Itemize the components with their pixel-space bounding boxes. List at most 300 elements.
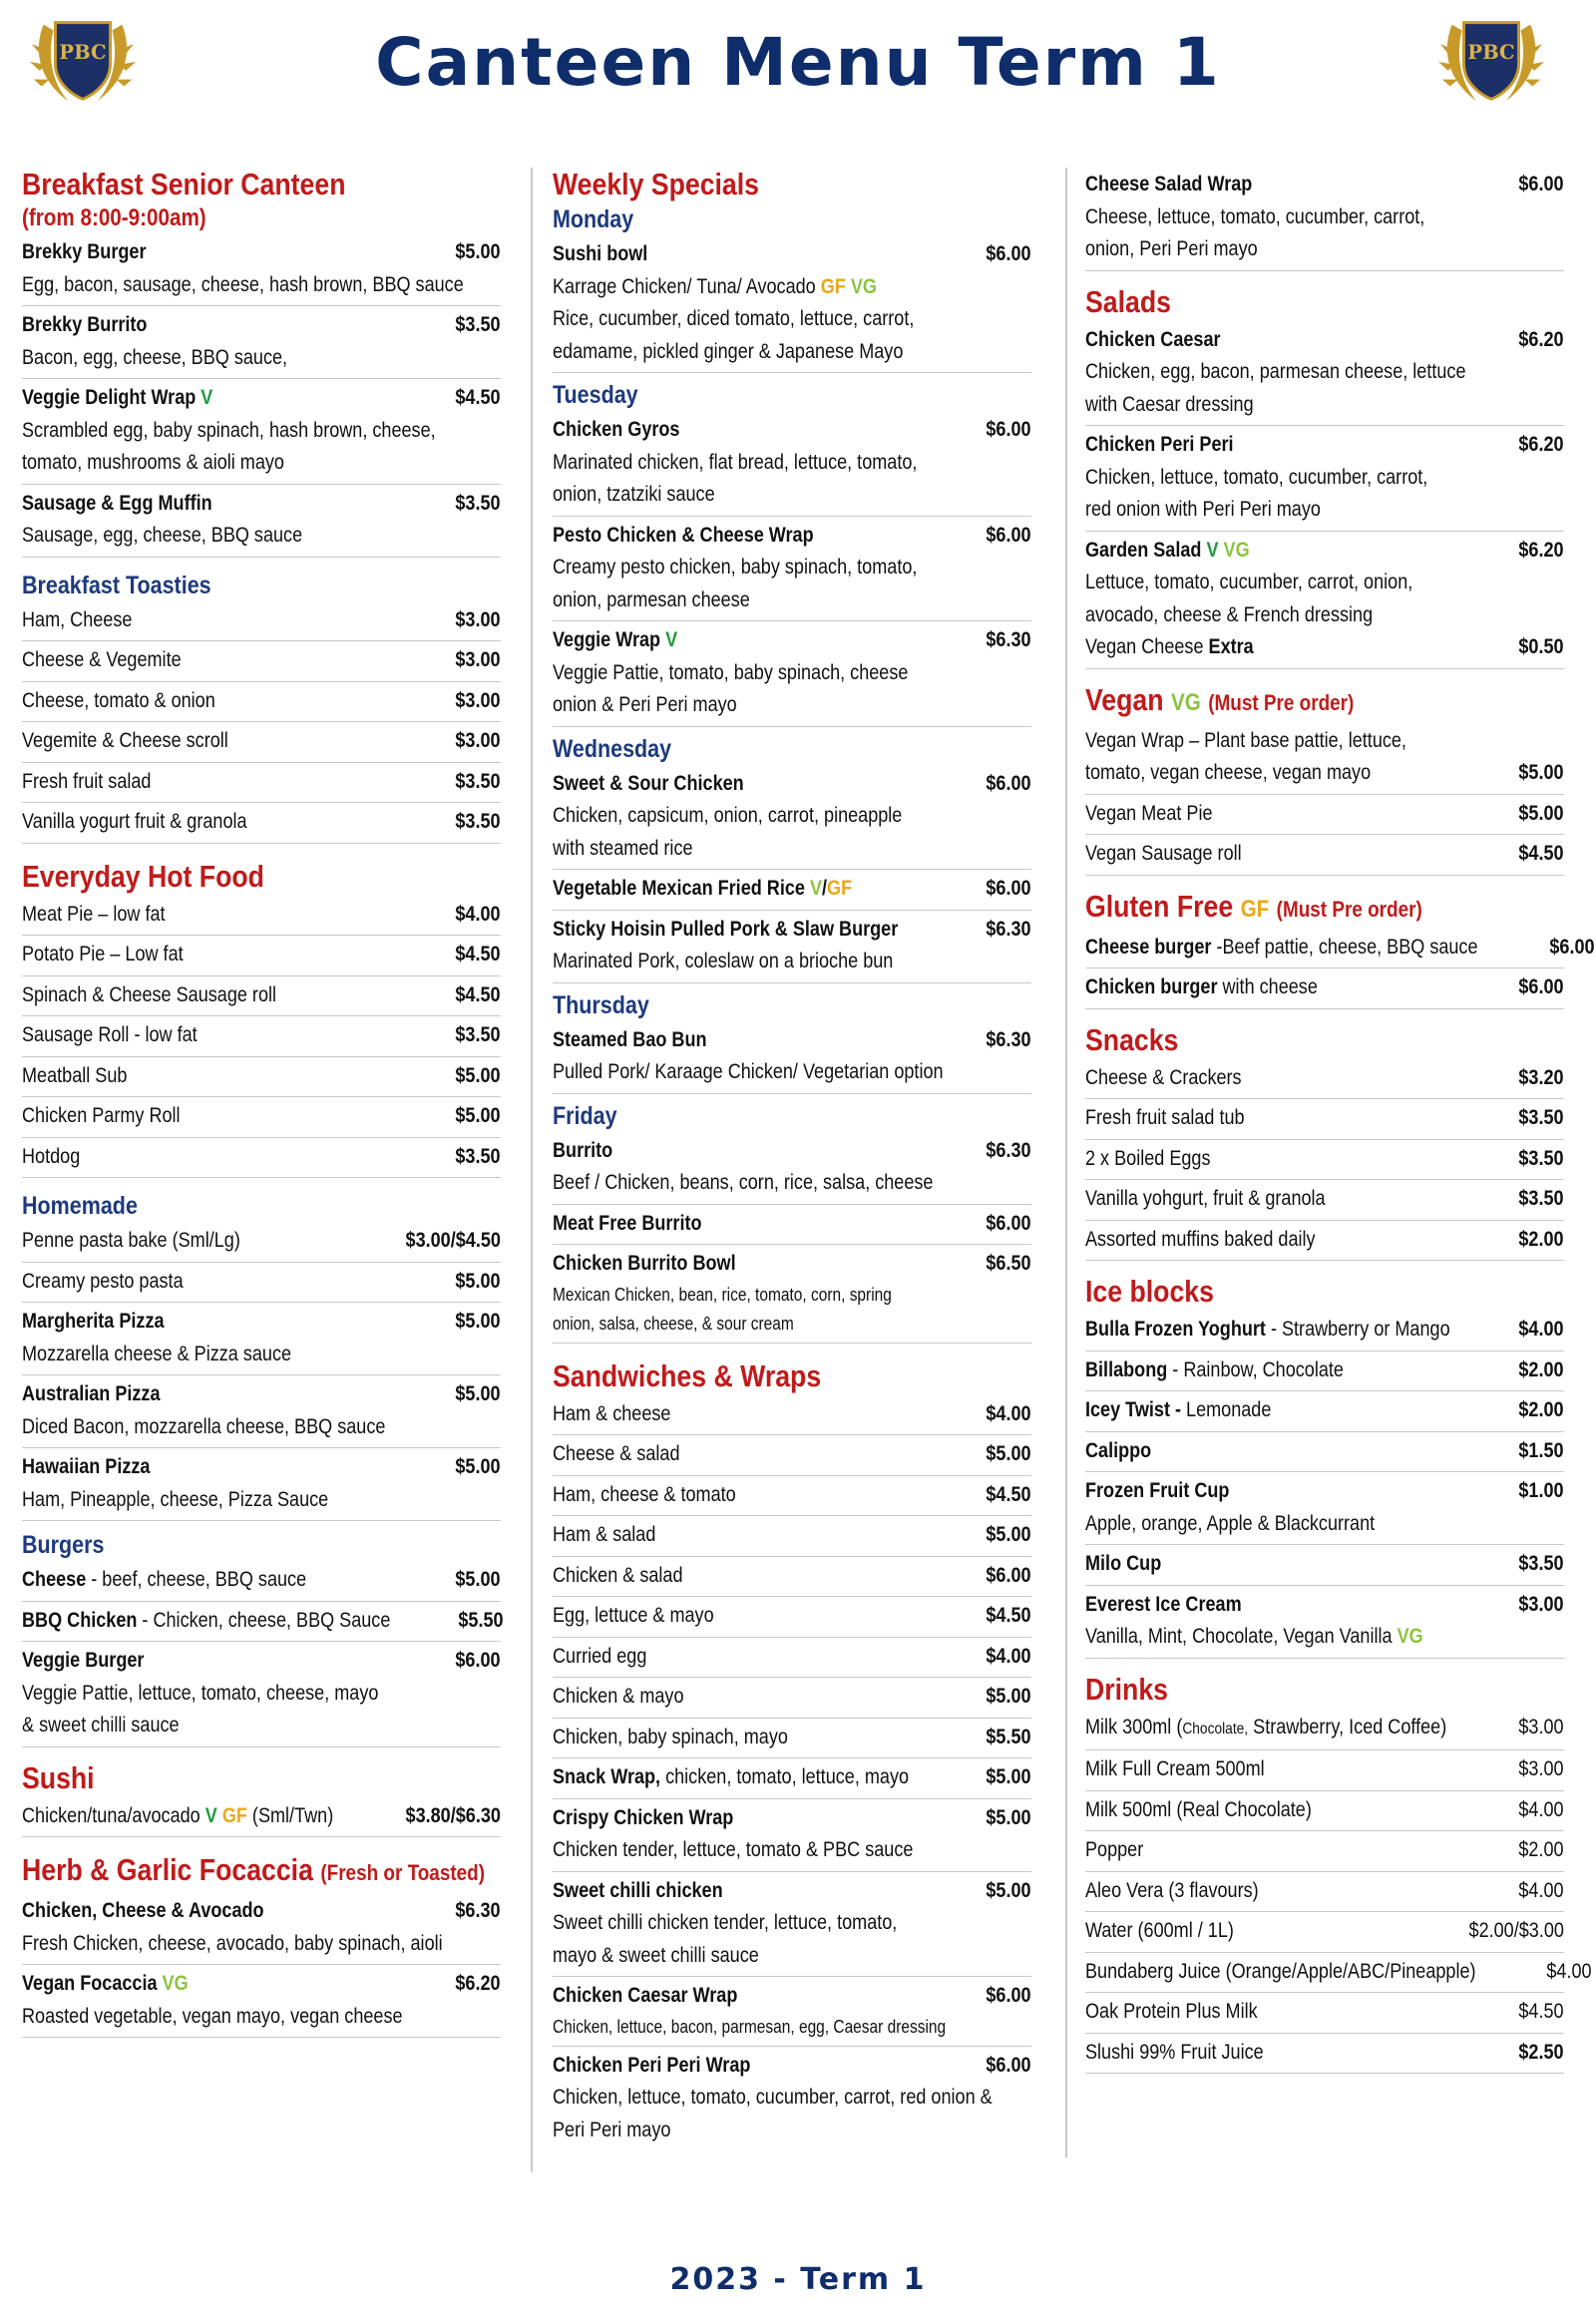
menu-item <box>22 1797 501 1838</box>
item-price: $3.50 <box>455 491 501 515</box>
item-price: $3.50 <box>1518 1106 1564 1129</box>
item-name: Sausage & Egg Muffin <box>22 491 212 515</box>
menu-column-1 <box>22 160 504 2038</box>
menu-item <box>553 1977 1031 2047</box>
item-price: $5.50 <box>457 1608 504 1632</box>
menu-item <box>22 1263 501 1304</box>
item-price: $6.00 <box>986 2053 1031 2077</box>
item-price: $2.50 <box>1518 2040 1564 2064</box>
menu-item <box>22 306 501 379</box>
menu-item <box>22 379 501 485</box>
item-name: Meat Pie – low fat <box>22 902 166 926</box>
item-price: $3.50 <box>1518 1146 1564 1170</box>
item-name: Sushi bowl <box>553 242 648 265</box>
menu-item <box>553 765 1031 871</box>
item-desc: Karrage Chicken/ Tuna/ Avocado GF VG <box>553 274 877 298</box>
menu-item <box>553 1021 1031 1094</box>
menu-item <box>22 1303 501 1375</box>
item-price: $5.00 <box>986 1765 1031 1788</box>
menu-item <box>1085 1099 1564 1140</box>
item-desc: Veggie Pattie, tomato, baby spinach, cheese <box>553 660 909 684</box>
menu-item <box>22 1892 501 1965</box>
item-price: $1.50 <box>1518 1438 1564 1462</box>
menu-item <box>1085 166 1564 271</box>
menu-item <box>553 1395 1031 1436</box>
item-price: $6.30 <box>986 1027 1031 1051</box>
menu-item <box>1085 1352 1564 1392</box>
column-divider <box>1065 168 1067 2157</box>
menu-item <box>1085 1993 1564 2034</box>
item-name: Calippo <box>1085 1438 1152 1462</box>
item-name: Chicken & salad <box>553 1563 683 1587</box>
item-price: $6.50 <box>986 1252 1031 1275</box>
vegan-tag: VG <box>1396 1625 1423 1648</box>
item-desc: onion, tzatziki sauce <box>553 483 715 506</box>
menu-item <box>1085 1750 1564 1791</box>
item-desc: Chicken, lettuce, tomato, cucumber, carrot, red onion & <box>553 2086 993 2109</box>
item-name: Slushi 99% Fruit Juice <box>1085 2040 1264 2064</box>
item-name: Cheese burger -Beef pattie, cheese, BBQ sauce <box>1085 935 1478 959</box>
section-title: Homemade <box>22 1192 138 1220</box>
item-name: Chicken Parmy Roll <box>22 1104 181 1127</box>
item-price: $4.00 <box>1518 1878 1564 1902</box>
item-name: Crispy Chicken Wrap <box>553 1805 734 1829</box>
item-desc: Mozzarella cheese & Pizza sauce <box>22 1342 292 1365</box>
item-name: Chicken Peri Peri <box>1085 433 1234 456</box>
item-price: $4.50 <box>1518 842 1564 865</box>
item-price: $5.00 <box>455 1310 501 1333</box>
item-name: Chicken Burrito Bowl <box>553 1252 736 1275</box>
item-name: Popper <box>1085 1838 1144 1861</box>
item-price: $3.00 <box>1518 1757 1564 1780</box>
section-title: Burgers <box>22 1531 105 1559</box>
item-price: $4.00 <box>986 1401 1031 1425</box>
item-price: $4.50 <box>986 1482 1031 1506</box>
gluten-free-tag: GF <box>827 877 853 900</box>
item-name: Veggie Delight Wrap V <box>22 386 213 409</box>
item-price: $6.30 <box>986 1138 1031 1162</box>
item-name: Vegetable Mexican Fried Rice V/GF <box>553 877 853 900</box>
item-price: $3.20 <box>1518 1065 1564 1089</box>
vegetarian-tag: V <box>204 1803 217 1827</box>
menu-item <box>553 411 1031 517</box>
item-price: $2.00 <box>1518 1227 1564 1251</box>
item-name: Ham & salad <box>553 1523 656 1546</box>
item-desc: Chicken, lettuce, bacon, parmesan, egg, Caesar dressing <box>553 2016 947 2037</box>
item-name: Vegan Meat Pie <box>1085 801 1213 825</box>
item-price: $5.00 <box>1518 801 1564 825</box>
vegetarian-tag: V <box>665 628 678 651</box>
item-price: $3.50 <box>1518 1552 1564 1575</box>
item-name: Brekky Burrito <box>22 313 148 336</box>
item-name: Steamed Bao Bun <box>553 1027 707 1051</box>
item-price: $5.00 <box>455 1269 501 1293</box>
item-name: Sticky Hoisin Pulled Pork & Slaw Burger <box>553 917 899 941</box>
menu-column-3 <box>1085 166 1595 2074</box>
menu-item <box>22 1016 501 1057</box>
menu-item <box>1085 795 1564 836</box>
item-name: Chicken Gyros <box>553 418 680 441</box>
menu-item <box>1085 1831 1564 1872</box>
item-price: $6.00 <box>986 1984 1031 2007</box>
item-name: Chicken Caesar <box>1085 327 1221 351</box>
item-desc: Chicken, lettuce, tomato, cucumber, carrot, <box>1085 465 1428 489</box>
menu-item <box>553 1205 1031 1246</box>
item-name: Bundaberg Juice (Orange/Apple/ABC/Pineapple) <box>1085 1959 1476 1983</box>
menu-item <box>22 1602 504 1643</box>
menu-item <box>22 936 501 976</box>
item-desc: Scrambled egg, baby spinach, hash brown, cheese, <box>22 418 436 442</box>
item-name: Milo Cup <box>1085 1552 1162 1575</box>
item-desc: Vanilla, Mint, Chocolate, Vegan Vanilla VG <box>1085 1625 1423 1648</box>
item-price: $3.00 <box>455 729 501 752</box>
menu-item <box>22 1965 501 2038</box>
item-price: $2.00/$3.00 <box>1468 1919 1564 1942</box>
item-name: Potato Pie – Low fat <box>22 943 184 966</box>
item-name: Hawaiian Pizza <box>22 1455 151 1478</box>
menu-item <box>553 1557 1031 1598</box>
menu-item <box>22 803 501 844</box>
item-desc: Marinated chicken, flat bread, lettuce, tomato, <box>553 450 918 474</box>
item-price: $4.50 <box>455 386 501 409</box>
item-price: $3.50 <box>455 769 501 793</box>
item-price: $6.00 <box>986 1563 1031 1587</box>
item-name: Milk Full Cream 500ml <box>1085 1757 1265 1780</box>
menu-item <box>553 1638 1031 1679</box>
item-price: $4.50 <box>455 943 501 966</box>
item-name: Hotdog <box>22 1144 81 1168</box>
item-name: Margherita Pizza <box>22 1310 165 1333</box>
item-price: $3.80/$6.30 <box>405 1803 501 1827</box>
section-title: Drinks <box>1085 1671 1168 1707</box>
item-price: $2.00 <box>1518 1398 1564 1421</box>
item-name: Cheese, tomato & onion <box>22 688 215 712</box>
day-title: Monday <box>553 205 634 233</box>
item-price: $3.50 <box>455 810 501 833</box>
item-desc: red onion with Peri Peri mayo <box>1085 498 1321 521</box>
section-title: Everyday Hot Food <box>22 858 264 894</box>
item-desc: Peri Peri mayo <box>553 2118 671 2141</box>
item-name: Garden Salad V VG <box>1085 538 1250 562</box>
item-extra: Vegan Cheese Extra <box>1085 635 1254 658</box>
item-price: $5.00 <box>455 1382 501 1405</box>
item-price: $5.00 <box>986 1805 1031 1829</box>
menu-item <box>1085 1912 1564 1953</box>
item-price: $6.00 <box>455 1649 501 1672</box>
item-desc: Ham, Pineapple, cheese, Pizza Sauce <box>22 1487 329 1511</box>
menu-item <box>1085 1791 1564 1832</box>
section-title: Snacks <box>1085 1021 1179 1057</box>
menu-item <box>22 1561 501 1602</box>
item-name: Milk 500ml (Real Chocolate) <box>1085 1797 1312 1821</box>
menu-item <box>1085 1709 1564 1751</box>
menu-item <box>22 976 501 1017</box>
item-name: Brekky Burger <box>22 240 147 263</box>
item-name: Ham, cheese & tomato <box>553 1482 736 1506</box>
item-desc: avocado, cheese & French dressing <box>1085 602 1374 626</box>
section-title: Breakfast Senior Canteen <box>22 167 346 201</box>
item-desc: onion, Peri Peri mayo <box>1085 237 1258 260</box>
menu-item <box>1085 1140 1564 1181</box>
item-price: $0.50 <box>1518 635 1564 658</box>
item-price: $5.00 <box>455 240 501 263</box>
crest-text: PBC <box>1467 41 1515 64</box>
menu-item <box>553 1872 1031 1978</box>
item-desc: onion, salsa, cheese, & sour cream <box>553 1313 794 1334</box>
item-name: Cheese & salad <box>553 1442 680 1465</box>
page-title: Canteen Menu Term 1 <box>375 24 1221 101</box>
menu-item <box>22 485 501 558</box>
item-desc: Egg, bacon, sausage, cheese, hash brown, BBQ sauce <box>22 272 464 296</box>
column-divider <box>531 168 533 2172</box>
menu-item <box>1085 929 1595 969</box>
item-desc: Chicken, capsicum, onion, carrot, pineapple <box>553 804 903 827</box>
item-desc: Rice, cucumber, diced tomato, lettuce, carrot, <box>553 307 915 330</box>
item-desc: mayo & sweet chilli sauce <box>553 1943 759 1967</box>
menu-item <box>1085 321 1564 427</box>
item-price: $6.00 <box>986 877 1031 900</box>
item-price: $6.00 <box>986 418 1031 441</box>
menu-item <box>1085 1059 1564 1100</box>
item-name: Meat Free Burrito <box>553 1211 702 1235</box>
menu-item <box>22 1375 501 1448</box>
item-price: $6.30 <box>986 917 1031 941</box>
item-name: Pesto Chicken & Cheese Wrap <box>553 523 814 547</box>
item-price: $3.50 <box>455 1023 501 1046</box>
item-name: Sweet chilli chicken <box>553 1878 723 1902</box>
item-name: Egg, lettuce & mayo <box>553 1604 714 1627</box>
item-name: Water (600ml / 1L) <box>1085 1919 1234 1942</box>
item-name: Cheese & Vegemite <box>22 648 182 671</box>
item-price: $6.30 <box>986 628 1031 651</box>
section-title: Sandwiches & Wraps <box>553 1357 822 1393</box>
item-desc: Veggie Pattie, lettuce, tomato, cheese, mayo <box>22 1681 379 1705</box>
vegan-tag: VG <box>162 1972 189 1995</box>
item-desc: Vegan Wrap – Plant base pattie, lettuce, <box>1085 728 1406 752</box>
item-name: Fresh fruit salad tub <box>1085 1106 1245 1129</box>
item-name: Vegemite & Cheese scroll <box>22 729 228 752</box>
item-desc: onion & Peri Peri mayo <box>553 693 737 716</box>
item-desc: Beef / Chicken, beans, corn, rice, salsa, cheese <box>553 1171 934 1194</box>
item-name: Australian Pizza <box>22 1382 161 1405</box>
menu-item <box>1085 2034 1564 2075</box>
item-name: Everest Ice Cream <box>1085 1592 1242 1616</box>
item-desc: Pulled Pork/ Karaage Chicken/ Vegetarian option <box>553 1060 944 1083</box>
menu-item <box>22 896 501 937</box>
menu-item <box>1085 835 1564 876</box>
item-name: Chicken Peri Peri Wrap <box>553 2053 751 2077</box>
item-price: $6.20 <box>1518 538 1564 562</box>
menu-item <box>553 1245 1031 1344</box>
item-desc: Roasted vegetable, vegan mayo, vegan cheese <box>22 2004 403 2028</box>
item-price: $3.50 <box>1518 1187 1564 1210</box>
menu-item <box>1085 1545 1564 1586</box>
section-title: Breakfast Toasties <box>22 571 211 599</box>
menu-item <box>22 763 501 804</box>
item-price: $4.00 <box>986 1644 1031 1668</box>
vegetarian-tag: V <box>809 877 823 900</box>
menu-item <box>22 682 501 723</box>
item-name: Cheese - beef, cheese, BBQ sauce <box>22 1568 307 1591</box>
item-desc: Chicken tender, lettuce, tomato & PBC sauce <box>553 1838 914 1861</box>
item-desc: tomato, mushrooms & aioli mayo <box>22 451 284 474</box>
item-price: $5.00 <box>986 1685 1031 1708</box>
section-title: Herb & Garlic Focaccia (Fresh or Toasted) <box>22 1852 486 1887</box>
item-name: Chicken, Cheese & Avocado <box>22 1899 264 1922</box>
item-price: $4.00 <box>1546 1959 1592 1983</box>
item-price: $3.00/$4.50 <box>405 1229 501 1252</box>
item-price: $5.00 <box>986 1523 1031 1546</box>
item-price: $3.00 <box>455 607 501 631</box>
item-name: Burrito <box>553 1138 613 1162</box>
item-name: BBQ Chicken - Chicken, cheese, BBQ Sauce <box>22 1608 391 1632</box>
section-title: Gluten Free GF (Must Pre order) <box>1085 888 1422 924</box>
item-name: Chicken burger with cheese <box>1085 975 1318 998</box>
menu-item <box>1085 1391 1564 1432</box>
item-name: Assorted muffins baked daily <box>1085 1227 1316 1251</box>
item-price: $5.00 <box>986 1878 1031 1902</box>
gluten-free-tag: GF <box>221 1803 247 1827</box>
item-name: Veggie Wrap V <box>553 628 678 651</box>
item-name: 2 x Boiled Eggs <box>1085 1146 1211 1170</box>
item-desc: edamame, pickled ginger & Japanese Mayo <box>553 339 904 363</box>
menu-item <box>553 870 1031 911</box>
menu-item <box>553 1719 1031 1759</box>
item-price: $5.00 <box>455 1568 501 1591</box>
item-price: $5.00 <box>455 1104 501 1127</box>
item-price: $6.00 <box>986 771 1031 795</box>
item-price: $6.20 <box>1518 327 1564 351</box>
menu-item <box>1085 1180 1564 1221</box>
day-title: Friday <box>553 1101 617 1130</box>
section-title: Vegan VG (Must Pre order) <box>1085 681 1355 717</box>
item-name: Chicken, baby spinach, mayo <box>553 1725 788 1748</box>
item-price: $3.50 <box>455 1144 501 1168</box>
section-subtitle: (from 8:00-9:00am) <box>22 204 206 231</box>
gluten-free-tag: GF <box>820 274 846 298</box>
item-name: Meatball Sub <box>22 1063 128 1087</box>
menu-item <box>1085 722 1564 795</box>
item-price: $4.50 <box>1518 2000 1564 2023</box>
menu-item <box>1085 1472 1564 1545</box>
item-desc: Mexican Chicken, bean, rice, tomato, corn, spring <box>553 1284 892 1305</box>
menu-column-2 <box>553 160 1031 2150</box>
item-price: $6.20 <box>1518 433 1564 456</box>
day-title: Tuesday <box>553 381 638 409</box>
menu-item <box>553 621 1031 727</box>
item-price: $6.00 <box>1548 935 1595 959</box>
item-name: Spinach & Cheese Sausage roll <box>22 982 277 1006</box>
menu-item <box>22 1642 501 1747</box>
item-price: $4.00 <box>455 902 501 926</box>
item-price: $2.00 <box>1518 1357 1564 1381</box>
menu-item <box>1085 1432 1564 1473</box>
item-name: Oak Protein Plus Milk <box>1085 2000 1258 2023</box>
item-desc: onion, parmesan cheese <box>553 587 750 611</box>
item-desc: Apple, orange, Apple & Blackcurrant <box>1085 1511 1376 1535</box>
vegetarian-tag: V <box>200 386 213 409</box>
item-price: $2.00 <box>1518 1838 1564 1861</box>
menu-item <box>553 1435 1031 1476</box>
item-name: Frozen Fruit Cup <box>1085 1479 1230 1502</box>
gluten-free-tag: GF <box>1240 895 1270 923</box>
menu-item <box>22 601 501 642</box>
menu-item <box>22 1138 501 1179</box>
menu-item <box>553 1799 1031 1872</box>
day-title: Wednesday <box>553 734 672 763</box>
vegan-tag: VG <box>1170 688 1201 716</box>
day-title: Thursday <box>553 990 649 1019</box>
section-title: Weekly Specials <box>553 167 760 201</box>
menu-item <box>22 641 501 682</box>
item-name: Icey Twist - Lemonade <box>1085 1398 1272 1421</box>
item-price: $6.00 <box>986 1211 1031 1235</box>
item-name: Fresh fruit salad <box>22 769 152 793</box>
page-footer: 2023 - Term 1 <box>669 2262 927 2297</box>
item-price: $6.00 <box>986 523 1031 547</box>
item-price: $4.00 <box>1518 1318 1564 1341</box>
item-name: Sweet & Sour Chicken <box>553 771 744 795</box>
item-price: $6.20 <box>455 1972 501 1995</box>
item-desc: Marinated Pork, coleslaw on a brioche bun <box>553 950 894 972</box>
item-name: Vanilla yohgurt, fruit & granola <box>1085 1187 1326 1210</box>
section-title: Sushi <box>22 1759 95 1795</box>
menu-item <box>553 235 1031 373</box>
item-price: $3.00 <box>1518 1715 1564 1739</box>
item-desc: with steamed rice <box>553 836 693 860</box>
item-name: Vegan Focaccia VG <box>22 1972 189 1995</box>
item-price: $3.00 <box>455 648 501 671</box>
item-desc: Chicken, egg, bacon, parmesan cheese, lettuce <box>1085 360 1466 383</box>
item-desc: with Caesar dressing <box>1085 392 1254 416</box>
menu-item <box>1085 1953 1592 1994</box>
item-name: Chicken Caesar Wrap <box>553 1984 738 2007</box>
vegan-tag: VG <box>1223 538 1250 562</box>
item-name: Aleo Vera (3 flavours) <box>1085 1878 1259 1902</box>
item-desc: Diced Bacon, mozzarella cheese, BBQ sauce <box>22 1414 386 1438</box>
menu-item <box>553 911 1031 983</box>
item-name: Creamy pesto pasta <box>22 1269 184 1293</box>
menu-item <box>553 1597 1031 1638</box>
item-price: $5.00 <box>455 1063 501 1087</box>
vegan-tag: VG <box>850 274 877 298</box>
menu-item <box>1085 1872 1564 1913</box>
item-name: Cheese & Crackers <box>1085 1065 1242 1089</box>
menu-item <box>553 517 1031 622</box>
item-name: Vanilla yogurt fruit & granola <box>22 810 247 833</box>
item-desc: Lettuce, tomato, cucumber, carrot, onion, <box>1085 571 1413 593</box>
item-name: Snack Wrap, chicken, tomato, lettuce, mayo <box>553 1765 910 1788</box>
menu-item <box>22 233 501 306</box>
menu-item <box>1085 1311 1564 1352</box>
menu-item <box>22 1057 501 1098</box>
item-desc: Sweet chilli chicken tender, lettuce, tomato, <box>553 1911 898 1934</box>
menu-item <box>553 2047 1031 2151</box>
item-name: Chicken & mayo <box>553 1685 684 1708</box>
item-price: $5.00 <box>986 1442 1031 1465</box>
section-title: Ice blocks <box>1085 1274 1214 1309</box>
item-name: Curried egg <box>553 1644 647 1668</box>
item-price: $5.00 <box>1518 761 1564 784</box>
menu-item <box>22 722 501 763</box>
item-desc: tomato, vegan cheese, vegan mayo <box>1085 761 1372 784</box>
menu-item <box>1085 1586 1564 1659</box>
menu-item <box>553 1516 1031 1557</box>
item-price: $3.00 <box>1518 1592 1564 1616</box>
item-desc: & sweet chilli sauce <box>22 1714 180 1737</box>
menu-item <box>553 1132 1031 1205</box>
crest-text: PBC <box>59 41 107 64</box>
